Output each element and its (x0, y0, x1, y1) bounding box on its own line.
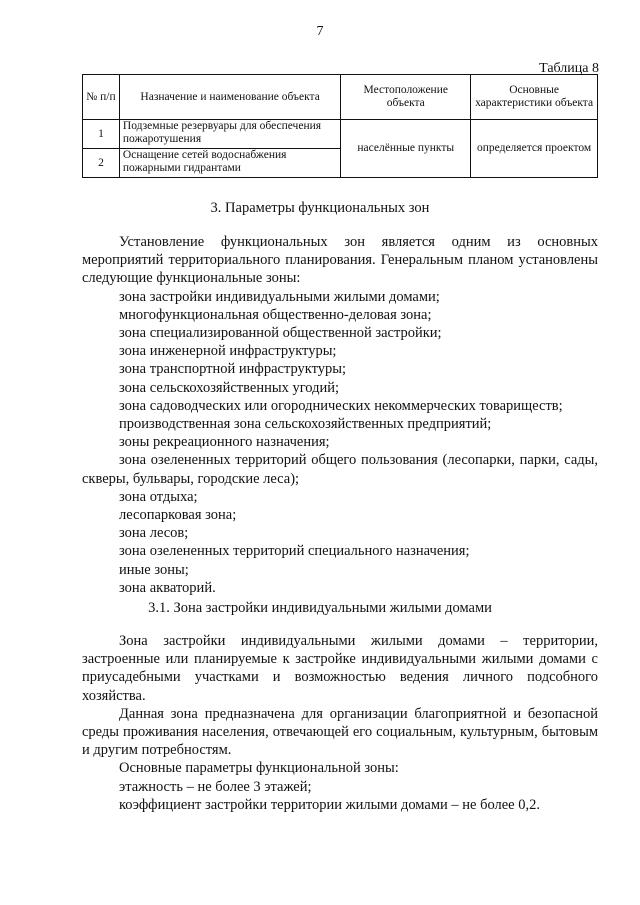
zone-list-item: зона садоводческих или огороднических некоммерческих товариществ; (119, 397, 563, 414)
param-item: этажность – не более 3 этажей; (119, 778, 312, 795)
params-heading: Основные параметры функциональной зоны: (119, 760, 399, 777)
zone-list-item: зона специализированной общественной застройки; (119, 325, 442, 342)
zone-list-item: зона озелененных территорий общего пользования (лесопарки, парки, сады, скверы, бульвары, городские леса); (82, 452, 598, 487)
zone-list-item: зона лесов; (119, 525, 189, 542)
zone-list-item: производственная зона сельскохозяйственных предприятий; (119, 416, 492, 433)
definition-paragraph: Зона застройки индивидуальными жилыми домами – территории, застроенные или планируемые к застройке индивидуальными жилыми домами с приусадебными участками и возможностью ведения личного подсобного хозяйства. (82, 633, 598, 704)
zone-list-item: зона отдыха; (119, 488, 198, 505)
zone-list-item: иные зоны; (119, 561, 189, 578)
param-item: коэффициент застройки территории жилыми домами – не более 0,2. (119, 796, 540, 813)
zone-list-item: зона застройки индивидуальными жилыми домами; (119, 288, 440, 305)
intro-paragraph: Установление функциональных зон является одним из основных мероприятий территориального планирования. Генеральным планом установлены следующие функциональные зоны: (82, 234, 598, 287)
page-number: 7 (316, 24, 324, 39)
table-header-cell: № п/п (83, 75, 120, 120)
table-header-cell: Назначение и наименование объекта (119, 75, 340, 120)
section-title: 3. Параметры функциональных зон (210, 200, 430, 216)
subsection-body (82, 632, 598, 814)
table-header-cell: Основные характеристики объекта (471, 75, 598, 120)
table-row (83, 120, 598, 149)
subsection-title: 3.1. Зона застройки индивидуальными жилыми домами (148, 600, 492, 616)
objects-table (82, 74, 598, 178)
zone-list-item: зона сельскохозяйственных угодий; (119, 379, 340, 396)
zone-list-item: зоны рекреационного назначения; (119, 434, 330, 451)
zone-list-item: многофункциональная общественно-деловая зона; (119, 306, 432, 323)
zone-list-item: зона озелененных территорий специального назначения; (119, 543, 470, 560)
zone-list-item: зона акваторий. (119, 579, 216, 596)
object-characteristics: определяется проектом (471, 120, 598, 178)
table-header-row (83, 75, 598, 120)
row-number: 2 (83, 149, 120, 178)
zone-list-item: зона транспортной инфраструктуры; (119, 361, 347, 378)
zone-list-item: лесопарковая зона; (119, 507, 237, 524)
zone-list-item: зона инженерной инфраструктуры; (119, 343, 337, 360)
table-header-cell: Местоположение объекта (341, 75, 471, 120)
object-name: Оснащение сетей водоснабжения пожарными гидрантами (119, 149, 340, 178)
purpose-paragraph: Данная зона предназначена для организации благоприятной и безопасной среды проживания населения, отвечающей его социальным, культурным, бытовым и другим потребностям. (82, 705, 598, 759)
zones-section-body (82, 233, 598, 597)
table-caption: Таблица 8 (539, 61, 599, 76)
row-number: 1 (83, 120, 120, 149)
object-location: населённые пункты (341, 120, 471, 178)
object-name: Подземные резервуары для обеспечения пожаротушения (119, 120, 340, 149)
